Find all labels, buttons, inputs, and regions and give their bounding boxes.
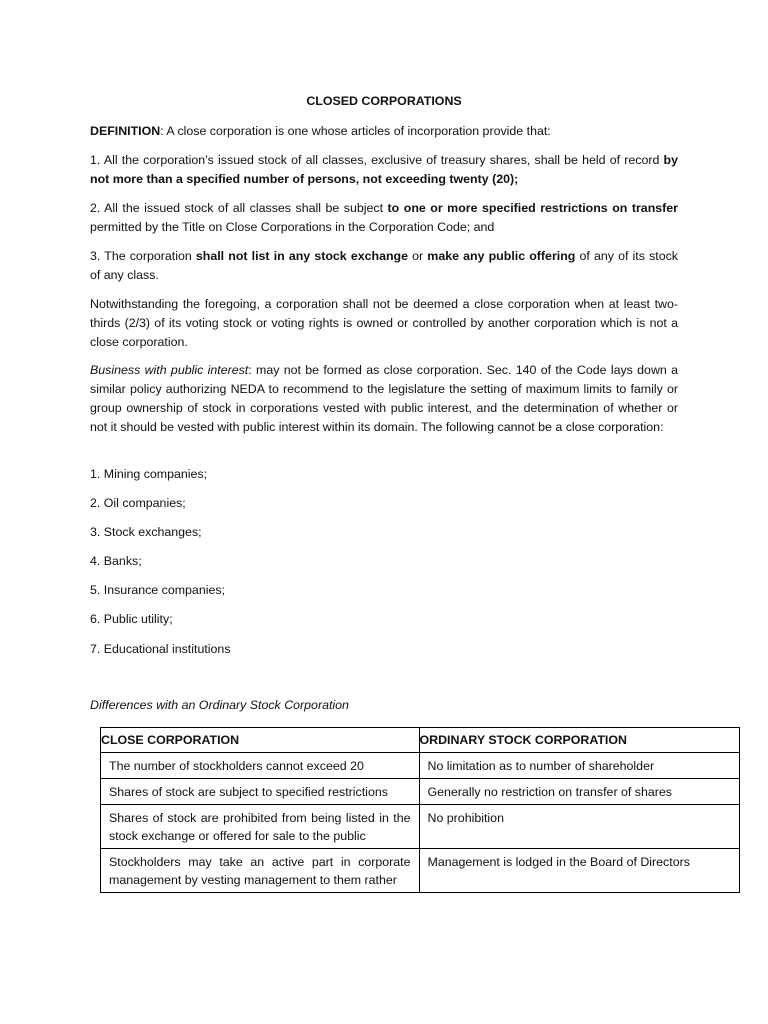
list-item: 1. Mining companies;: [90, 467, 208, 481]
condition-3-text: 3. The corporation: [90, 249, 196, 263]
list-item: 7. Educational institutions: [90, 642, 231, 656]
definition-text: : A close corporation is one whose articles of incorporation provide that:: [160, 124, 551, 138]
notwithstanding-paragraph: Notwithstanding the foregoing, a corporation shall not be deemed a close corporation when at least two-thirds (2/3) of its voting stock or voting rights is owned or controlled by another corporation which is not a close corporation.: [90, 297, 678, 349]
table-cell: Stockholders may take an active part in corporate management by vesting management to them rather: [101, 849, 420, 893]
condition-3: [90, 247, 678, 285]
table-row: [101, 753, 740, 779]
business-label: Business with public interest: [90, 363, 249, 377]
table-header-row: [101, 728, 740, 753]
condition-1-text: 1. All the corporation’s issued stock of all classes, exclusive of treasury shares, shall be held of record: [90, 153, 664, 167]
business-paragraph: [90, 361, 678, 437]
page-title: CLOSED CORPORATIONS: [306, 94, 462, 108]
table-row: [101, 849, 740, 893]
condition-2-bold: to one or more specified restrictions on transfer: [387, 201, 678, 215]
table-cell: The number of stockholders cannot exceed 20: [101, 753, 420, 779]
differences-caption: Differences with an Ordinary Stock Corporation: [90, 698, 349, 712]
table-cell: No prohibition: [419, 805, 740, 849]
table-cell: Shares of stock are prohibited from being listed in the stock exchange or offered for sale to the public: [101, 805, 420, 849]
list-item: 5. Insurance companies;: [90, 583, 225, 597]
differences-table: [100, 727, 740, 893]
list-item: 2. Oil companies;: [90, 496, 186, 510]
table-row: [101, 805, 740, 849]
condition-3-bold: shall not list in any stock exchange: [195, 249, 408, 263]
table-cell: Shares of stock are subject to specified restrictions: [101, 779, 420, 805]
table-cell: Generally no restriction on transfer of shares: [419, 779, 740, 805]
definition-label: DEFINITION: [90, 124, 161, 138]
table-cell: Management is lodged in the Board of Directors: [419, 849, 740, 893]
condition-1: [90, 151, 678, 189]
table-row: [101, 779, 740, 805]
definition-paragraph: [90, 122, 678, 141]
list-item: 4. Banks;: [90, 554, 142, 568]
table-header: CLOSE CORPORATION: [101, 728, 420, 753]
condition-2: [90, 199, 678, 237]
condition-2-text: 2. All the issued stock of all classes shall be subject: [90, 201, 388, 215]
list-item: 6. Public utility;: [90, 612, 173, 626]
condition-1-bold: by not more than a specified number of persons, not exceeding twenty (20);: [90, 153, 678, 186]
condition-3-bold-2: make any public offering: [427, 249, 576, 263]
condition-2-suffix: permitted by the Title on Close Corporations in the Corporation Code; and: [90, 220, 495, 234]
list-item: 3. Stock exchanges;: [90, 525, 202, 539]
condition-3-middle: or: [408, 249, 428, 263]
table-cell: No limitation as to number of shareholder: [419, 753, 740, 779]
condition-3-suffix: of any of its stock of any class.: [90, 249, 679, 282]
business-text: : may not be formed as close corporation. Sec. 140 of the Code lays down a similar policy authorizing NEDA to recommend to the legislature the setting of maximum limits to family or group ownership of stock in corporations vested with public interest, and the determination of whether or not it should be vested with public interest within its domain. The following cannot be a close corporation:: [90, 363, 678, 434]
table-header: ORDINARY STOCK CORPORATION: [419, 728, 740, 753]
